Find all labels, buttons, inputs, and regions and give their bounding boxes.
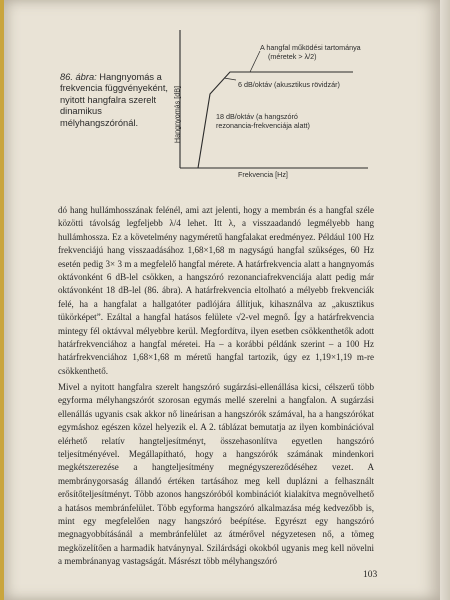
annotation-range: A hangfal működési tartománya [260,43,361,52]
y-axis-label: Hangnyomás [dB] [172,85,182,144]
paragraph-2-text: Mivel a nyitott hangfalra szerelt hangszóró sugárzási-ellenállása kicsi, célszerű több egyforma mélyhangszórót szorosan egymás mellé szerelni a hangfalon. A sugárzási ellenállás ugyanis csak akkor nő lineárisan a hangszórók számával, ha a hangszórókat egymáshoz egészen közel helyezik el. A 2. táblázat bemutatja az ilyen kombinációval elérhető relatív hangteljesítményt, összehasonlítva egyetlen hangszóró teljesítményével. Megállapítható, hogy a hangszórók számának mindenkori megkétszerezése a hangteljesítmény megnégyszereződéséhez vezet. A membránygorsaság állandó értéken tartásához meg kell duplázni a felhasznált erősítőteljesítményt. Több azonos hangszóróból kombinációt kialakítva megnövelhető a hatásos membránfelület. Több egyforma hangszóró alkalmazása még kedvezőbb is, mint egy megfelelően nagy hangszóró beépítése. Egyrészt egy hangszóró megnagyobbításánál a membránfelület az átmérővel négyzetesen nő, a tömeg megközelítően a harmadik hatványnyal. Szilárdsági okokból ugyanis meg kell növelni a membránanyag vastagságát. Másrészt több mélyhangszóró [58,382,374,567]
annotation-18db: 18 dB/oktáv (a hangszóró [216,112,298,121]
annotation-6db: 6 dB/oktáv (akusztikus rövidzár) [238,80,340,89]
leader-line-range [250,51,260,72]
paragraph-2 [58,381,374,569]
x-axis-label: Frekvencia [Hz] [238,170,288,179]
annotation-range-sub: (méretek > λ/2) [268,52,317,61]
figure-86 [168,28,378,198]
annotation-18db-sub: rezonancia-frekvenciája alatt) [216,121,310,130]
figure-caption-label: 86. ábra: [60,72,97,82]
leader-line-6db [224,78,236,80]
figure-caption [60,72,168,129]
paragraph-1-text: dó hang hullámhosszának felénél, ami azt jelenti, hogy a membrán és a hangfal széle közötti távolság legfeljebb λ/4 lehet. Itt λ, a visszaadandó legmélyebb hang hullámhossza. Ez a követelmény nagyméretű hangfalakat eredményez. Például 100 Hz frekvenciájú hang visszaadásához 1,68×1,68 m nagyságú hangfal szükséges, 60 Hz esetén pedig 3× 3 m a megfelelő hangfal mérete. A határfrekvencia alatt a hangnyomás oktávonként 6 dB-lel csökken, a hangszóró rezonanciafrekvenciája alatt pedig már oktávonként 18 dB-lel (86. ábra). A határfrekvencia eltolható a mélyebb frekvenciák felé, ha a hangfalat a hallgatóter padlójára állítjuk, kihasználva az „akusztikus tükörképet”. Ezáltal a hangfal hatásos felülete √2-vel megnő. Így a határfrekvencia mintegy fél oktávval mélyebbre kerül. Megfordítva, ilyen esetben csökkenthetők adott határfrekvenciához a hangfal méretei. Ha – a korábbi példánk szerint – a 100 Hz határfrekvenciához 1,68×1,68 m méretű hangfal tartozik, úgy ez 1,19×1,19 m-re csökkenthető. [58,205,374,376]
page-number: 103 [363,570,378,580]
figure-caption-text: Hangnyomás a frekvencia függvényeként, nyitott hangfalra szerelt dinamikus mélyhangszórónál. [60,72,169,128]
paragraph-1 [58,204,374,378]
